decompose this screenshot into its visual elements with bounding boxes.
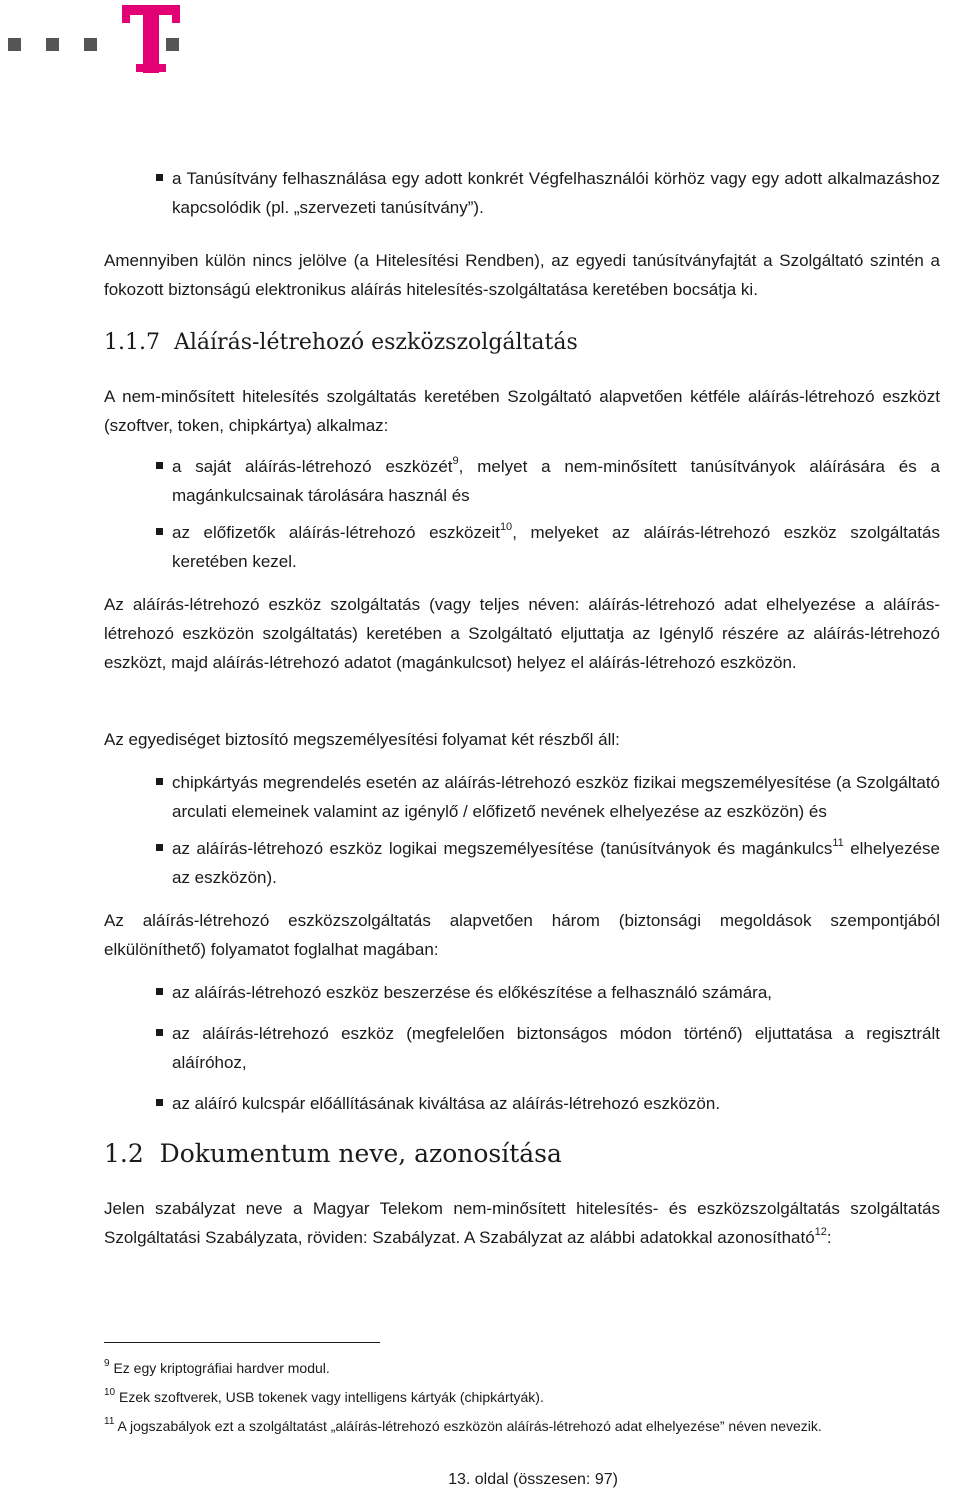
logo-square (166, 38, 179, 51)
paragraph: Amennyiben külön nincs jelölve (a Hitelesítési Rendben), az egyedi tanúsítványfajtát a Szolgáltató szintén a fokozott biztonságú elektronikus aláírás hitelesítés-szolgáltatása keretében bocsátja ki. (104, 251, 940, 299)
logo-square (8, 38, 21, 51)
list-item: a Tanúsítvány felhasználása egy adott konkrét Végfelhasználói körhöz vagy egy adott alkalmazáshoz kapcsolódik (pl. „szervezeti tanúsítvány”). (104, 164, 940, 222)
list-item: az előfizetők aláírás-létrehozó eszközeit$^{10}$, melyeket az aláírás-létrehozó eszköz szolgáltatás keretében kezel. (104, 518, 940, 576)
list-item: chipkártyás megrendelés esetén az aláírás-létrehozó eszköz fizikai megszemélyesítése (a Szolgáltató arculati elemeinek valamint az igénylő / előfizető nevének elhelyezése az eszközön) és (104, 768, 940, 826)
list-item: az aláírás-létrehozó eszköz beszerzése és előkészítése a felhasználó számára, (104, 978, 940, 1007)
paragraph: A nem-minősített hitelesítés szolgáltatás keretében Szolgáltató alapvetően kétféle aláírás-létrehozó eszközt (szoftver, token, chipkártya) alkalmaz: (104, 387, 940, 435)
list-item: a saját aláírás-létrehozó eszközét$^9$, melyet a nem-minősített tanúsítványok aláírására és a magánkulcsainak tárolására használ és (104, 452, 940, 510)
section-heading: 1.1.7 Aláírás-létrehozó eszközszolgáltatás (104, 330, 578, 355)
page-number: 13. oldal (összesen: 97) (448, 1471, 618, 1488)
list-item: az aláíró kulcspár előállításának kiváltása az aláírás-létrehozó eszközön. (104, 1089, 940, 1118)
logo-square (84, 38, 97, 51)
footnote-divider (104, 1342, 380, 1343)
footnote: $^9$ Ez egy kriptográfiai hardver modul. (104, 1358, 330, 1376)
t-logo-icon (0, 0, 200, 80)
page-body (104, 164, 940, 1252)
list-item: az aláírás-létrehozó eszköz logikai megszemélyesítése (tanúsítványok és magánkulcs$^{11}$ elhelyezése az eszközön). (104, 834, 940, 892)
footnote: $^{11}$ A jogszabályok ezt a szolgáltatást „aláírás-létrehozó eszközön aláírás-létrehozó adat elhelyezése” néven nevezik. (104, 1416, 822, 1434)
list-item: az aláírás-létrehozó eszköz (megfelelően biztonságos módon történő) eljuttatása a regisztrált aláíróhoz, (104, 1019, 940, 1077)
logo-square (46, 38, 59, 51)
section-heading: 1.2 Dokumentum neve, azonosítása (104, 1139, 562, 1168)
paragraph: Az aláírás-létrehozó eszköz szolgáltatás (vagy teljes néven: aláírás-létrehozó adat elhelyezése a aláírás-létrehozó eszközön szolgáltatás) keretében a Szolgáltató eljuttatja az Igénylő részére az aláírás-létrehozó eszközt, majd aláírás-létrehozó adatot (magánkulcsot) helyez el aláírás-létrehozó eszközön. (104, 595, 940, 672)
paragraph: Jelen szabályzat neve a Magyar Telekom nem-minősített hitelesítés- és eszközszolgáltatás szolgáltatás Szolgáltatási Szabályzata, röviden: Szabályzat. A Szabályzat az alábbi adatokkal azonosítható$^{12}$: (104, 1199, 940, 1247)
paragraph: Az aláírás-létrehozó eszközszolgáltatás alapvetően három (biztonsági megoldások szempontjából elkülöníthető) folyamatot foglalhat magában: (104, 911, 940, 959)
paragraph: Az egyediséget biztosító megszemélyesítési folyamat két részből áll: (104, 730, 620, 749)
footnote: $^{10}$ Ezek szoftverek, USB tokenek vagy intelligens kártyák (chipkártyák). (104, 1387, 544, 1405)
